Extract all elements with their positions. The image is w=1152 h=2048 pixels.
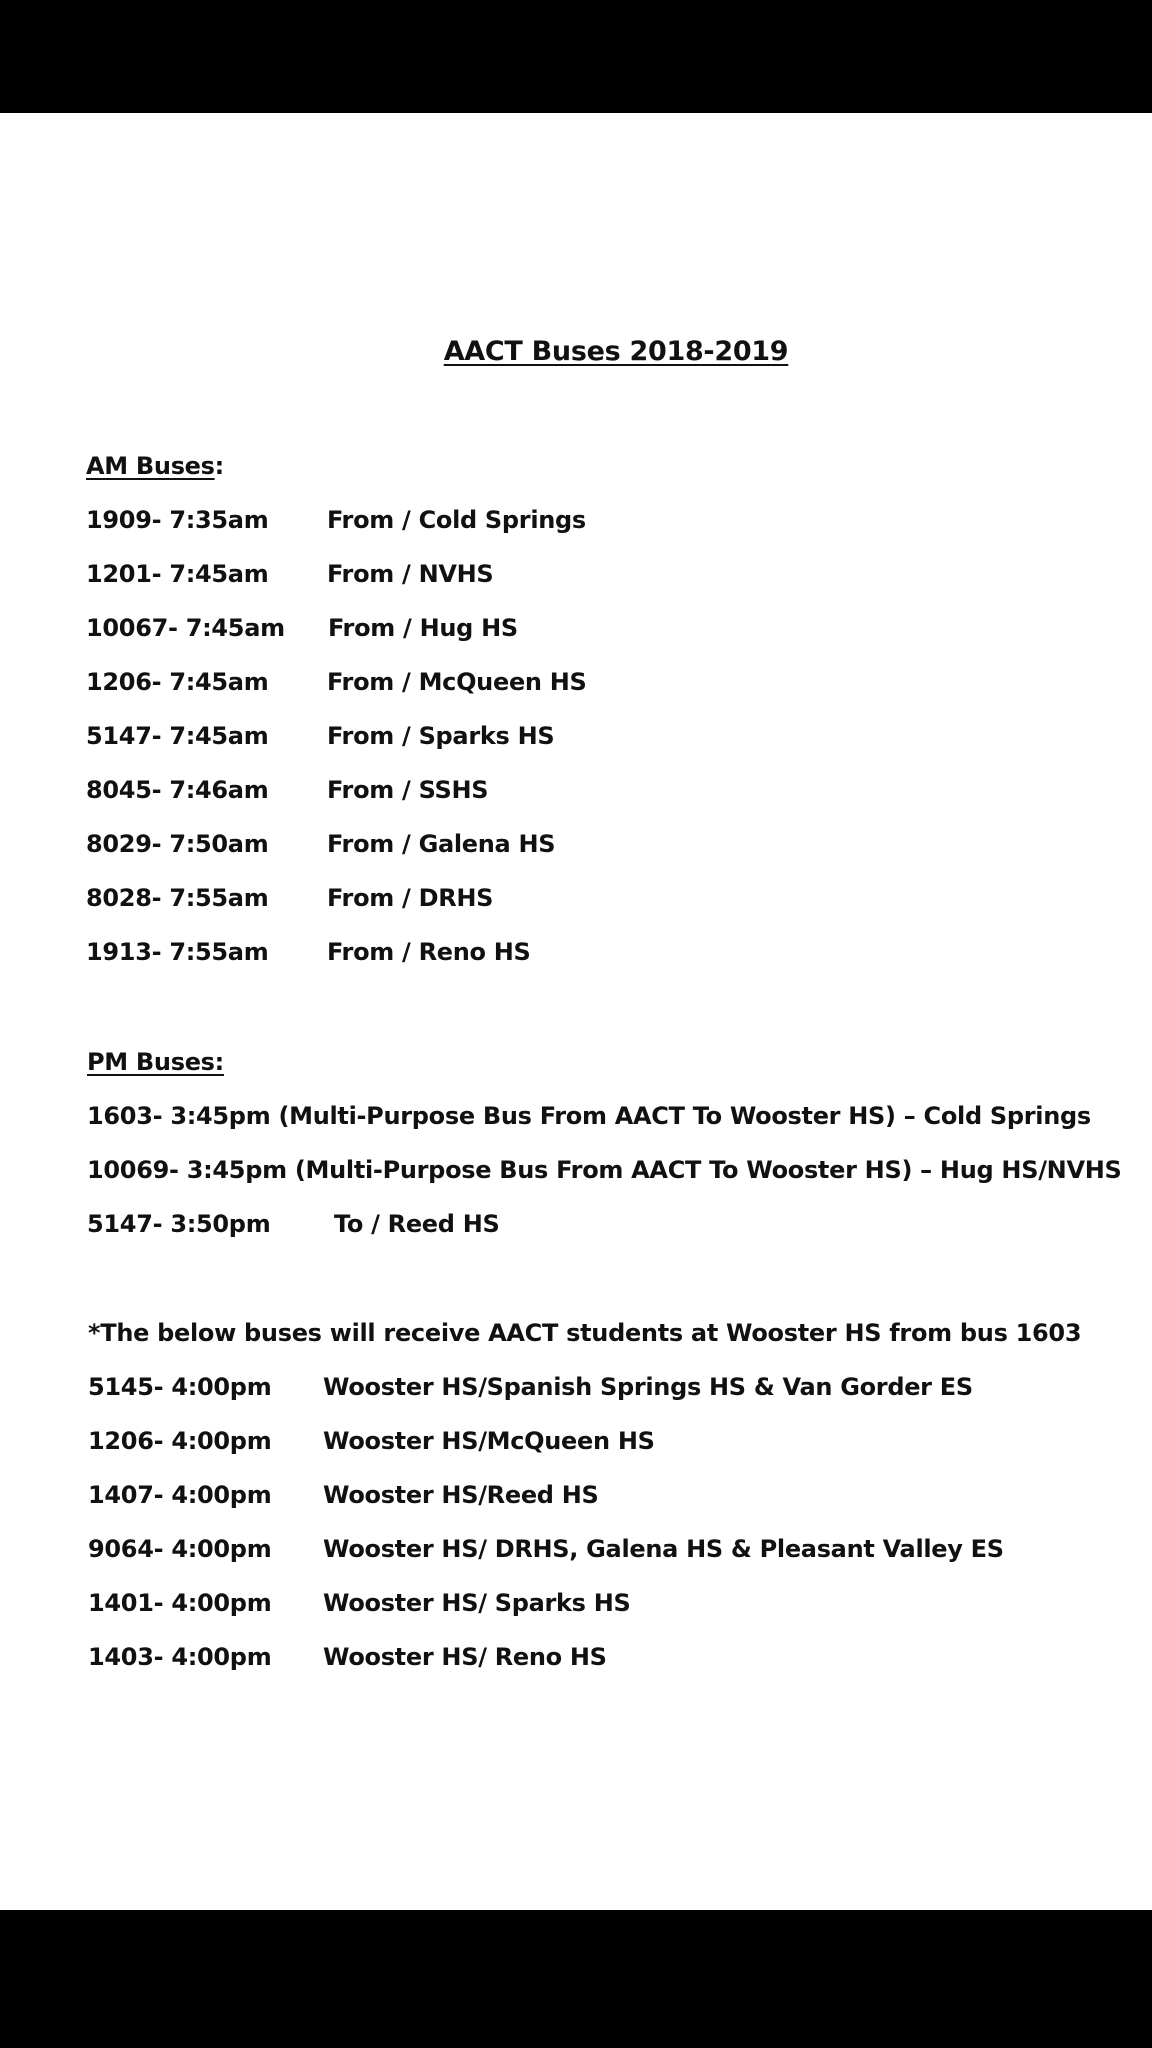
bus-route: Wooster HS/McQueen HS (323, 1427, 655, 1455)
top-black-bar (0, 0, 1152, 113)
bus-time: 8028- 7:55am (86, 884, 269, 912)
pm-bus-row (87, 1102, 1091, 1130)
bus-route: From / Hug HS (328, 614, 518, 642)
bus-time: 1206- 7:45am (86, 668, 269, 696)
bus-route: From / NVHS (327, 560, 494, 588)
bus-route: From / SSHS (327, 776, 489, 804)
bus-time: 1201- 7:45am (86, 560, 269, 588)
bus-route: From / Cold Springs (327, 506, 586, 534)
bus-route: Wooster HS/ Sparks HS (323, 1589, 631, 1617)
document-title: AACT Buses 2018-2019 (443, 336, 789, 367)
bus-time: 5147- 3:50pm (87, 1210, 271, 1238)
bus-time: 1206- 4:00pm (88, 1427, 272, 1455)
am-buses-heading-colon: : (214, 452, 224, 480)
bus-time: 1909- 7:35am (86, 506, 269, 534)
bus-time: 8029- 7:50am (86, 830, 269, 858)
bus-route: From / Sparks HS (327, 722, 555, 750)
bus-time: 8045- 7:46am (86, 776, 269, 804)
bus-route: From / Reno HS (327, 938, 531, 966)
bus-entry: 10069- 3:45pm (Multi-Purpose Bus From AACT To Wooster HS) – Hug HS/NVHS (87, 1156, 1122, 1184)
bus-route: Wooster HS/ Reno HS (323, 1643, 607, 1671)
document-page (0, 113, 1152, 1910)
am-buses-heading (86, 452, 224, 480)
bus-route: From / McQueen HS (327, 668, 587, 696)
bus-time: 1401- 4:00pm (88, 1589, 272, 1617)
bus-time: 5147- 7:45am (86, 722, 269, 750)
bus-route: Wooster HS/Reed HS (323, 1481, 599, 1509)
bus-time: 5145- 4:00pm (88, 1373, 272, 1401)
bus-time: 1403- 4:00pm (88, 1643, 272, 1671)
bus-route: Wooster HS/Spanish Springs HS & Van Gorder ES (323, 1373, 973, 1401)
bottom-black-bar (0, 1910, 1152, 2048)
bus-time: 1407- 4:00pm (88, 1481, 272, 1509)
bus-route: Wooster HS/ DRHS, Galena HS & Pleasant Valley ES (323, 1535, 1004, 1563)
bus-time: 9064- 4:00pm (88, 1535, 272, 1563)
bus-time: 10067- 7:45am (86, 614, 285, 642)
am-buses-heading-text: AM Buses (86, 452, 215, 480)
bus-route: To / Reed HS (334, 1210, 500, 1238)
bus-entry: 1603- 3:45pm (Multi-Purpose Bus From AACT To Wooster HS) – Cold Springs (87, 1102, 1091, 1130)
bus-route: From / DRHS (327, 884, 494, 912)
bus-time: 1913- 7:55am (86, 938, 269, 966)
pm-bus-row (87, 1156, 1122, 1184)
pm-buses-heading: PM Buses: (87, 1048, 224, 1076)
bus-route: From / Galena HS (327, 830, 556, 858)
transfer-note: *The below buses will receive AACT students at Wooster HS from bus 1603 (88, 1319, 1082, 1347)
